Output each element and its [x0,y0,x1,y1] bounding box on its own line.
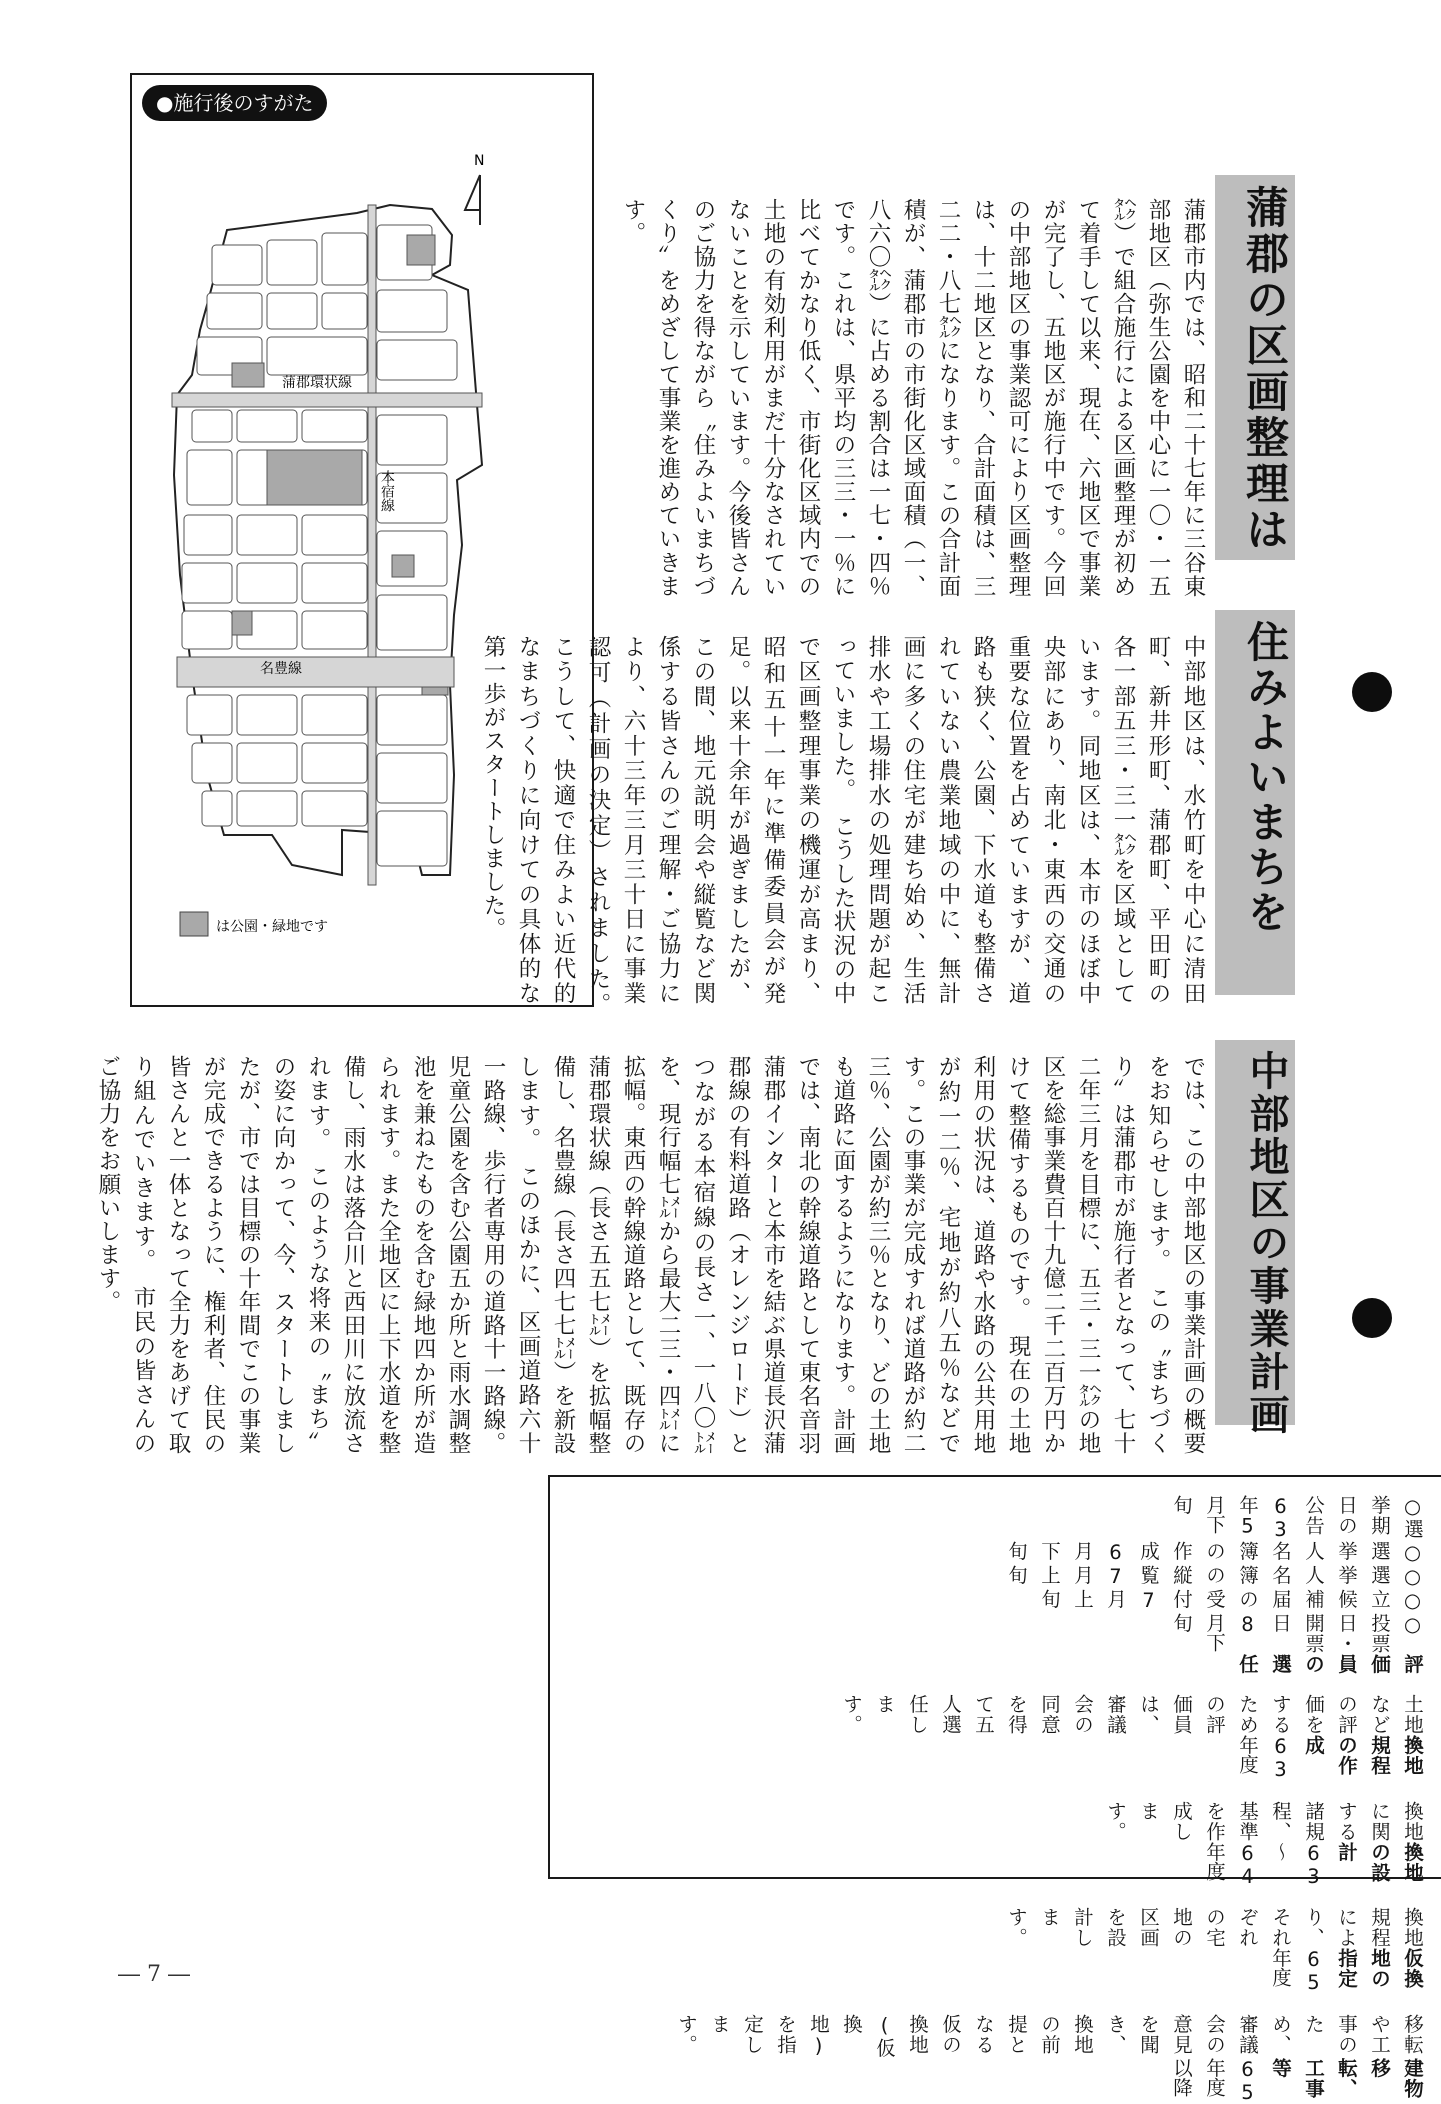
road-meiho [177,657,454,687]
schedule-line: ○選挙人名簿の縦覧7月上旬 [1005,1565,1424,1589]
section2-body: 中部地区は、水竹町を中心に清田町、新井形町、蒲郡町、平田町の各一部五三・三一㌶を区域としています。同地区は、本市のほぼ中央部にあり、南北・東西の交通の重要な位置を占めていますが、道路も狭く、公園、下水道も整備されていない農業地域の中に、無計画に多くの住宅が建ち始め、生活排水や工場排水の処理問題が起こっていました。 こうした状況の中で区画整理事業の機運が高まり、昭和五十一年に準備委員会が発足。以来十余年が過ぎましたが、この間、地元説明会や縦覧など関係する皆さんのご理解・ご協力により、六十三年三月三十日に事業認可（計画の決定）されました。 こうして、快適で住みよい近代的なまちづくりに向けての具体的な第一歩がスタートしました。 [480,635,1206,1029]
road-meiho-label: 名豊線 [260,661,302,677]
road-honjuku [368,205,376,885]
north-arrow-icon [465,153,484,225]
section1-body: 蒲郡市内では、昭和二十七年に三谷東部地区（弥生公園を中心に一〇・一五㌶）で組合施行による区画整理が初めて着手して以来、現在、六地区で事業が完了し、五地区が施行中です。今回の中部地区の事業認可により区画整理は、十二地区となり、合計面積は、三二二・八七㌶になります。この合計面積が、蒲郡市の市街化区域面積（一、八六〇㌶）に占める割合は一七・四％です。これは、県平均の三三・一％に比べてかなり低く、市街化区域内での土地の有効利用がまだ十分なされていないことを示しています。今後皆さんのご協力を得ながら〝住みよいまちづくり〟をめざして事業を進めていきます。 [620,198,1206,598]
schedule-content [670,1495,1429,2104]
legend-label: は公園・緑地です [216,919,328,935]
legend-swatch [180,912,208,936]
schedule-item-title: 換地規程の作成63年度 [1236,1735,1424,1781]
schedule-item-title: 建物移転、工事等65年度以降 [1170,2058,1424,2104]
schedule-line: ○立候補届の受付7月上旬 [1038,1589,1424,1613]
north-label: N [474,153,485,169]
schedule-item-title: 換地の設計63～64年度 [1203,1841,1424,1888]
schedule-item-title: 仮換地の指定65年度 [1269,1948,1424,1994]
schedule-item-desc: 換地規程により、それぞれの宅地の区画を設計します。 [1005,1907,1424,1948]
section1-heading: 蒲郡の区画整理は [1239,185,1289,553]
bullet-dot-2 [1352,1298,1392,1338]
section3-body: では、この中部地区の事業計画の概要をお知らせします。 この〝まちづくり〟は蒲郡市が施行者となって、七十二年三月を目標に、五三・三一㌶の地区を総事業費百十九億二千二百万円かけて整備するものです。 現在の土地利用の状況は、道路や水路の公共用地が約一二％、宅地が約八五％などです。この事業が完成すれば道路が約二三％、公園が約三％となり、どの土地も道路に面するようになります。計画では、南北の幹線道路として東名音羽蒲郡インターと本市を結ぶ県道長沢蒲郡線の有料道路（オレンジロード）とつながる本宿線の長さ一、一八〇㍍を、現行幅七㍍から最大二三・四㍍に拡幅。東西の幹線道路として、既存の蒲郡環状線（長さ五五七㍍）を拡幅整備し、名豊線（長さ四七七㍍）を新設します。 このほかに、区画道路六十一路線、歩行者専用の道路十一路線。児童公園を含む公園五か所と雨水調整池を兼ねたものを含む緑地四か所が造られます。また全地区に上下水道を整備し、雨水は落合川と西田川に放流されます。 このような将来の〝まち〟の姿に向かって、今、スタートしましたが、市では目標の十年間でこの事業が完成できるように、権利者、住民の皆さんと一体となって全力をあげて取り組んでいきます。 市民の皆さんのご協力をお願いします。 [95,1055,1206,1455]
section3-heading: 中部地区の事業計画 [1243,1050,1289,1437]
map-badge-label: ●施行後のすがた [156,91,314,115]
road-honjuku-label: 本宿線 [379,470,395,512]
schedule-box [548,1475,1441,2104]
road-loop [172,393,482,407]
schedule-line: ○選挙人名簿の作成6月下旬 [1005,1541,1424,1565]
schedule-item-desc: 換地に関する諸規程、基準を作成します。 [1104,1800,1424,1842]
page-number: ― 7 ― [118,1962,190,1987]
schedule-item-title: 評価員の選任 [1236,1654,1424,1675]
schedule-item-desc: 土地などの評価をするための評価員は、審議会の同意を得て五人選任します。 [840,1694,1424,1735]
bullet-dot-1 [1352,672,1392,712]
schedule-line: ○投票日・開票日8月下旬 [1170,1613,1424,1654]
schedule-line: ○選挙期日の公告63年5月下旬 [1170,1495,1424,1541]
road-loop-label: 蒲郡環状線 [282,375,352,391]
schedule-item-desc: 移転や工事のため、審議会の意見を聞き、換地の前提となる仮の換地(仮換地)を指定します。 [675,2013,1424,2058]
section2-heading: 住みよいまちを [1241,620,1290,935]
